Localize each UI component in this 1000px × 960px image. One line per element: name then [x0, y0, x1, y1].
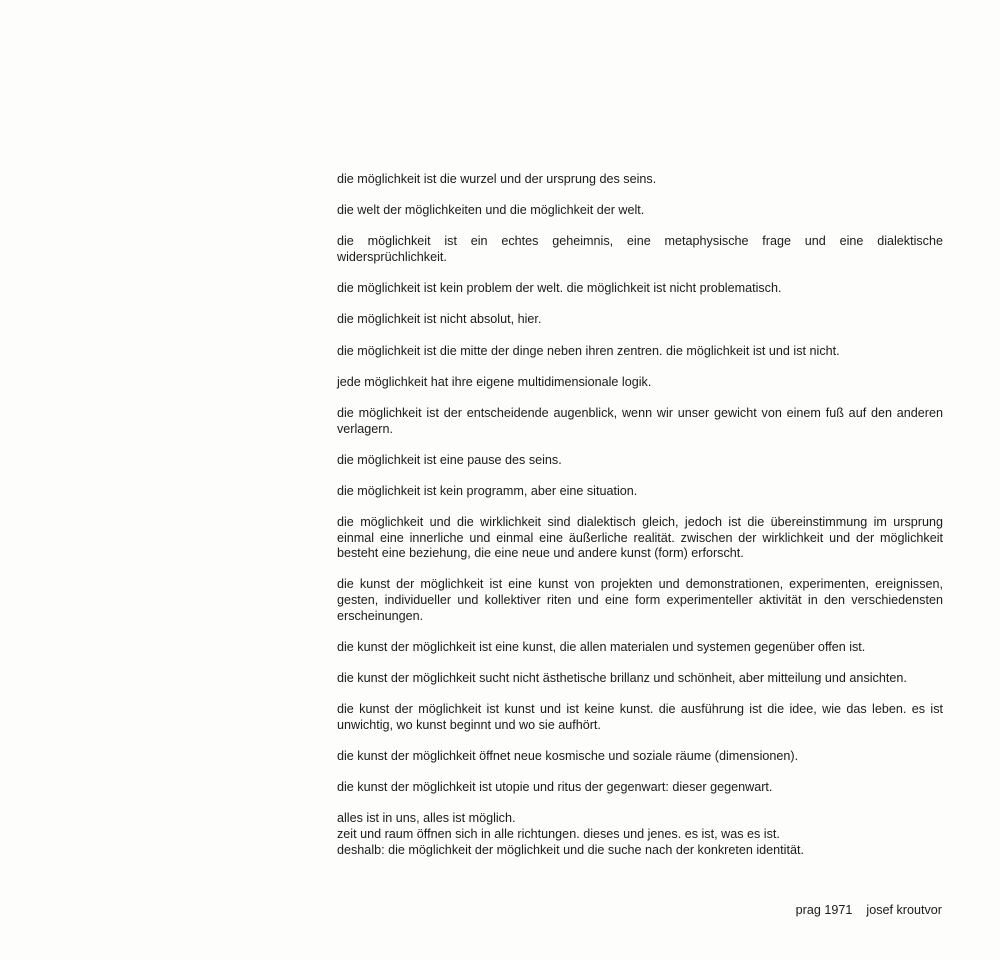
paragraph: die möglichkeit ist kein problem der welt. die möglichkeit ist nicht problematisch.: [337, 281, 782, 296]
closing-line: alles ist in uns, alles ist möglich.: [337, 811, 516, 826]
paragraph: die kunst der möglichkeit ist eine kunst von projekten und demonstrationen, experimenten, ereignissen, gesten, individueller und kollektiver riten und eine form experimenteller aktivität in den verschiedensten erscheinungen.: [337, 577, 943, 623]
closing-line: deshalb: die möglichkeit der möglichkeit und die suche nach der konkreten identität.: [337, 842, 804, 857]
paragraph: die möglichkeit ist eine pause des seins.: [337, 452, 562, 467]
paragraph: die möglichkeit ist der entscheidende augenblick, wenn wir unser gewicht von einem fuß auf den anderen verlagern.: [337, 405, 943, 436]
manifesto-text: [337, 172, 943, 858]
paragraph: die welt der möglichkeiten und die möglichkeit der welt.: [337, 203, 645, 218]
paragraph: die möglichkeit ist ein echtes geheimnis, eine metaphysische frage und eine dialektische widersprüchlichkeit.: [337, 234, 943, 264]
paragraph: jede möglichkeit hat ihre eigene multidimensionale logik.: [337, 374, 652, 389]
signature-place-year: prag 1971: [795, 903, 853, 917]
signature-author: josef kroutvor: [866, 903, 942, 917]
paragraph: die möglichkeit und die wirklichkeit sind dialektisch gleich, jedoch ist die übereinstimmung im ursprung einmal eine innerliche und einmal eine äußerliche realität. zwischen der wirklichkeit und der möglichkeit besteht eine beziehung, die eine neue und andere kunst (form) erforscht.: [337, 515, 943, 561]
paragraph: die kunst der möglichkeit öffnet neue kosmische und soziale räume (dimensionen).: [337, 748, 799, 763]
closing-line: zeit und raum öffnen sich in alle richtungen. dieses und jenes. es ist, was es ist.: [337, 826, 780, 841]
signature: [796, 902, 942, 918]
paragraph: die kunst der möglichkeit ist eine kunst, die allen materialen und systemen gegenüber offen ist.: [337, 639, 866, 654]
paragraph: die kunst der möglichkeit sucht nicht ästhetische brillanz und schönheit, aber mitteilung und ansichten.: [337, 671, 907, 685]
paragraph: die möglichkeit ist nicht absolut, hier.: [337, 312, 542, 327]
paragraph: die möglichkeit ist die mitte der dinge neben ihren zentren. die möglichkeit ist und ist nicht.: [337, 343, 840, 358]
paragraph: die kunst der möglichkeit ist kunst und ist keine kunst. die ausführung ist die idee, wie das leben. es ist unwichtig, wo kunst beginnt und wo sie aufhört.: [337, 702, 943, 732]
paragraph: die möglichkeit ist kein programm, aber eine situation.: [337, 483, 638, 498]
paragraph: die kunst der möglichkeit ist utopie und ritus der gegenwart: dieser gegenwart.: [337, 780, 773, 795]
paragraph: die möglichkeit ist die wurzel und der ursprung des seins.: [337, 172, 657, 186]
closing-block: [337, 811, 943, 858]
